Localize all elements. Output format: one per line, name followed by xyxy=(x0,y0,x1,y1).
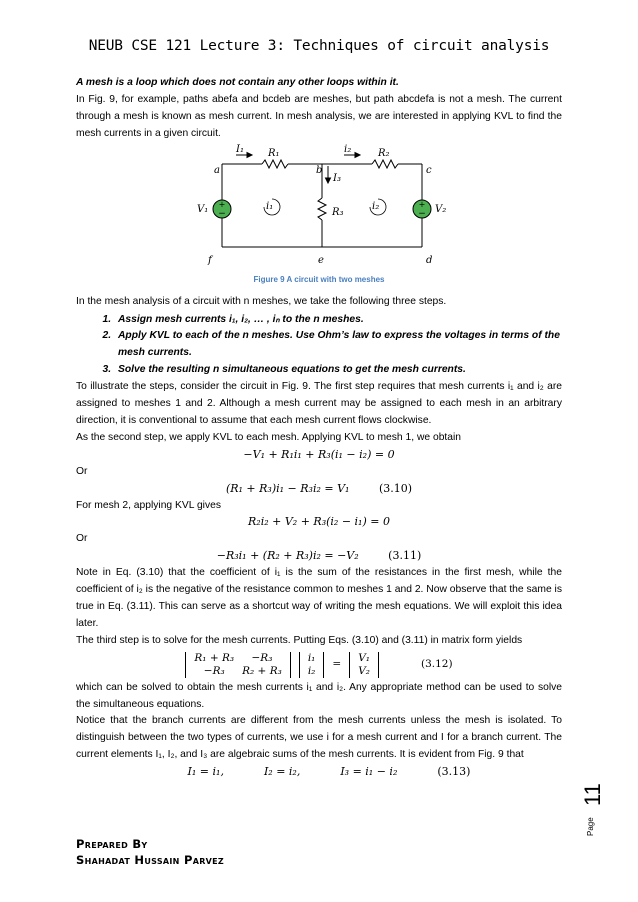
label-mesh-i1: i₁ xyxy=(266,200,274,212)
circuit-diagram xyxy=(76,143,562,273)
equation-mesh2: R₂i₂ + V₂ + R₃(i₂ − i₁) = 0 xyxy=(248,515,390,529)
equation-3-11-number: (3.11) xyxy=(388,549,422,563)
resistor-r2 xyxy=(372,160,398,168)
equation-3-13-i1: I₁ = i₁, xyxy=(187,765,224,779)
equation-3-13-i2: I₂ = i₂, xyxy=(263,765,301,779)
footer-author xyxy=(76,836,224,868)
vector-x1: i₁ xyxy=(307,651,316,664)
equation-3-13-number: (3.13) xyxy=(437,765,471,779)
matrix-a22: R₂ + R₃ xyxy=(242,664,282,677)
figure-caption: Figure 9 A circuit with two meshes xyxy=(253,274,385,284)
matrix-a21: −R₃ xyxy=(203,664,225,677)
node-d-label: d xyxy=(426,254,433,266)
v2-minus: − xyxy=(418,208,426,219)
arrow-i2-head xyxy=(355,152,360,157)
footer-author-name: Shahadat Hussain Parvez xyxy=(76,853,225,867)
v1-minus: − xyxy=(218,208,226,219)
matrix-a11: R₁ + R₃ xyxy=(194,651,235,664)
vector-b1: V₁ xyxy=(358,651,370,664)
intro-paragraph: In Fig. 9, for example, paths abefa and bcdeb are meshes, but path abcdefa is not a mesh. The current through a mesh is known as mesh current. In mesh analysis, we are interested in applying KVL to find the mesh currents in a given circuit. xyxy=(76,93,562,139)
figure-circuit xyxy=(76,143,562,273)
footer-prepared-by: Prepared By xyxy=(76,837,148,851)
third-step-paragraph: The third step is to solve for the mesh currents. Putting Eqs. (3.10) and (3.11) in matrix form yields xyxy=(76,634,523,646)
or-label-2: Or xyxy=(76,533,88,545)
or-label-1: Or xyxy=(76,465,88,477)
label-V2: V₂ xyxy=(435,203,447,215)
illustrate-paragraph: To illustrate the steps, consider the circuit in Fig. 9. The first step requires that mesh currents i₁ and i₂ are assigned to meshes 1 and 2. Although a mesh current may be assigned to each mesh in an arbitrary direction, it is conventional to assume that each mesh current flows clockwise. xyxy=(76,381,562,426)
equation-mesh1: −V₁ + R₁i₁ + R₃(i₁ − i₂) = 0 xyxy=(243,447,395,461)
page-number: 11 xyxy=(580,783,605,806)
second-step-paragraph: As the second step, we apply KVL to each mesh. Applying KVL to mesh 1, we obtain xyxy=(76,431,462,443)
equation-3-10-expr: (R₁ + R₃)i₁ − R₃i₂ = V₁ xyxy=(225,481,350,495)
v2-plus: + xyxy=(418,199,426,209)
equation-3-10-number: (3.10) xyxy=(378,481,413,495)
v1-plus: + xyxy=(218,199,226,209)
steps-list xyxy=(76,312,562,380)
matrix-equals: = xyxy=(332,658,342,671)
node-b-label: b xyxy=(316,164,323,176)
arrow-i1-head xyxy=(247,152,252,157)
node-e-label: e xyxy=(318,254,324,266)
branch-paragraph: Notice that the branch currents are different from the mesh currents unless the mesh is isolated. To distinguish between the two types of currents, we use i for a mesh current and I for a branch current. The current elements I₁, I₂, and I₃ are algebraic sums of the mesh currents. It is evident from Fig. 9 that xyxy=(76,715,562,761)
label-mesh-i2: i₂ xyxy=(372,200,380,212)
label-I3: I₃ xyxy=(333,172,341,184)
equation-3-13 xyxy=(76,764,562,781)
vector-x2: i₂ xyxy=(307,664,316,677)
coefficient-matrix xyxy=(185,652,290,678)
label-R1: R₁ xyxy=(268,147,280,159)
mesh2-paragraph: For mesh 2, applying KVL gives xyxy=(76,499,221,511)
arrow-i3-head xyxy=(326,178,331,183)
steps-intro: In the mesh analysis of a circuit with n meshes, we take the following three steps. xyxy=(76,295,447,307)
mesh-definition: A mesh is a loop which does not contain any other loops within it. xyxy=(76,77,399,88)
vector-b2: V₂ xyxy=(358,664,370,677)
label-R3: R₃ xyxy=(332,206,344,218)
voltage-vector xyxy=(349,652,379,678)
page-header-title: NEUB CSE 121 Lecture 3: Techniques of circuit analysis xyxy=(88,38,550,54)
label-V1: V₁ xyxy=(197,203,209,215)
matrix-a12: −R₃ xyxy=(251,651,273,664)
resistor-r1 xyxy=(262,160,288,168)
page-label: Page xyxy=(586,817,595,836)
step-item-2: 2. Apply KVL to each of the n meshes. Use Ohm’s law to express the voltages in terms of the mesh currents. xyxy=(114,328,562,362)
equation-3-13-i3: I₃ = i₁ − i₂ xyxy=(340,765,398,779)
resistor-r3 xyxy=(318,198,326,220)
matrix-equation-3-12 xyxy=(76,652,562,678)
equation-3-10 xyxy=(76,481,562,498)
label-I1: I₁ xyxy=(236,143,244,155)
node-a-label: a xyxy=(214,164,220,176)
node-f-label: f xyxy=(208,254,212,266)
equation-3-11-expr: −R₃i₁ + (R₂ + R₃)i₂ = −V₂ xyxy=(216,549,359,563)
note-paragraph: Note in Eq. (3.10) that the coefficient of i₁ is the sum of the resistances in the first mesh, while the coefficient of i₂ is the negative of the resistance common to meshes 1 and 2. Now observe that the same is true in Eq. (3.11). This can serve as a shortcut way of writing the mesh equations. We will exploit this idea later. xyxy=(76,567,562,629)
solve-paragraph: which can be solved to obtain the mesh currents i₁ and i₂. Any appropriate method can be used to solve the simultaneous equations. xyxy=(76,681,562,710)
label-i2-branch: i₂ xyxy=(344,143,352,155)
equation-3-12-number: (3.12) xyxy=(421,658,453,671)
current-vector xyxy=(299,652,325,678)
equation-3-11 xyxy=(76,548,562,565)
node-c-label: c xyxy=(426,164,432,176)
step-item-1: 1. Assign mesh currents i₁, i₂, … , iₙ to the n meshes. xyxy=(114,312,562,329)
label-R2: R₂ xyxy=(378,147,390,159)
page-content xyxy=(76,75,562,781)
step-item-3: 3. Solve the resulting n simultaneous equations to get the mesh currents. xyxy=(114,362,562,379)
